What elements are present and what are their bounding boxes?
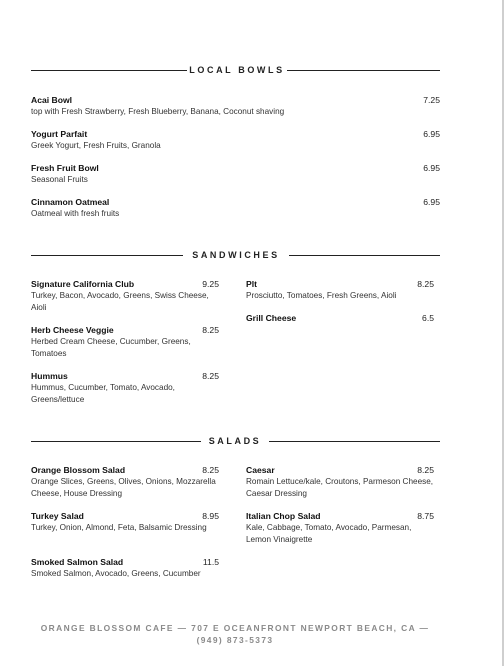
item-name: Turkey Salad: [31, 511, 84, 521]
section-title-local-bowls: LOCAL BOWLS: [189, 65, 285, 75]
item-name: Fresh Fruit Bowl: [31, 163, 99, 173]
item-description: Turkey, Bacon, Avocado, Greens, Swiss Cheese, Aioli: [31, 291, 209, 312]
menu-item: [31, 128, 440, 152]
item-description: Orange Slices, Greens, Olives, Onions, Mozzarella Cheese, House Dressing: [31, 477, 216, 498]
section-title-sandwiches: SANDWICHES: [192, 250, 280, 260]
menu-item: [31, 510, 219, 534]
footer-address: ORANGE BLOSSOM CAFE — 707 E OCEANFRONT NEWPORT BEACH, CA — (949) 873-5373: [40, 623, 430, 645]
item-description: Herbed Cream Cheese, Cucumber, Greens, Tomatoes: [31, 337, 191, 358]
item-name: Acai Bowl: [31, 95, 73, 105]
item-price: 6.95: [423, 129, 440, 139]
menu-item: [31, 370, 219, 405]
item-price: 6.5: [422, 313, 434, 323]
item-description: Kale, Cabbage, Tomato, Avocado, Parmesan, Lemon Vinaigrette: [246, 523, 412, 544]
item-name: Signature California Club: [31, 279, 135, 289]
item-description: Oatmeal with fresh fruits: [31, 209, 120, 218]
menu-item: [31, 556, 219, 580]
item-price: 8.95: [202, 511, 219, 521]
item-name: Caesar: [246, 465, 275, 475]
item-name: Plt: [246, 279, 257, 289]
item-description: Hummus, Cucumber, Tomato, Avocado, Greens/lettuce: [31, 383, 175, 404]
item-name: Herb Cheese Veggie: [31, 325, 114, 335]
section-header-salads: [31, 434, 440, 448]
item-name: Grill Cheese: [246, 313, 297, 323]
menu-item: [246, 510, 434, 545]
divider-line: [31, 255, 183, 256]
section-title-salads: SALADS: [208, 436, 262, 446]
item-description: Seasonal Fruits: [31, 175, 88, 184]
divider-line: [31, 70, 187, 71]
item-description: Romain Lettuce/kale, Croutons, Parmeson Cheese, Caesar Dressing: [246, 477, 434, 498]
item-price: 8.25: [417, 279, 434, 289]
item-name: Orange Blossom Salad: [31, 465, 126, 475]
menu-item: [31, 464, 219, 499]
divider-line: [269, 441, 440, 442]
item-price: 11.5: [202, 557, 219, 567]
section-header-local-bowls: [31, 63, 440, 77]
item-name: Hummus: [31, 371, 68, 381]
item-price: 8.25: [202, 465, 219, 475]
divider-line: [289, 255, 440, 256]
item-description: Turkey, Onion, Almond, Feta, Balsamic Dressing: [31, 523, 207, 532]
item-price: 7.25: [423, 95, 440, 105]
menu-item: [31, 94, 440, 118]
item-name: Cinnamon Oatmeal: [31, 197, 110, 207]
divider-line: [31, 441, 201, 442]
item-price: 8.25: [417, 465, 434, 475]
item-name: Italian Chop Salad: [246, 511, 321, 521]
item-price: 9.25: [202, 279, 219, 289]
menu-item: [31, 196, 440, 220]
item-price: 8.75: [417, 511, 434, 521]
item-price: 8.25: [202, 371, 219, 381]
item-description: Greek Yogurt, Fresh Fruits, Granola: [31, 141, 161, 150]
menu-item: [31, 162, 440, 186]
item-name: Smoked Salmon Salad: [31, 557, 124, 567]
divider-line: [287, 70, 440, 71]
item-description: Prosciutto, Tomatoes, Fresh Greens, Aioli: [246, 291, 397, 300]
item-price: 8.25: [202, 325, 219, 335]
item-price: 6.95: [423, 197, 440, 207]
menu-item: [246, 278, 434, 302]
item-name: Yogurt Parfait: [31, 129, 88, 139]
menu-item: [31, 324, 219, 359]
section-header-sandwiches: [31, 248, 440, 262]
item-description: top with Fresh Strawberry, Fresh Blueberry, Banana, Coconut shaving: [31, 107, 285, 116]
menu-item: [31, 278, 219, 313]
item-price: 6.95: [423, 163, 440, 173]
item-description: Smoked Salmon, Avocado, Greens, Cucumber: [31, 569, 201, 578]
menu-item: [246, 464, 434, 499]
menu-item: [246, 312, 434, 324]
